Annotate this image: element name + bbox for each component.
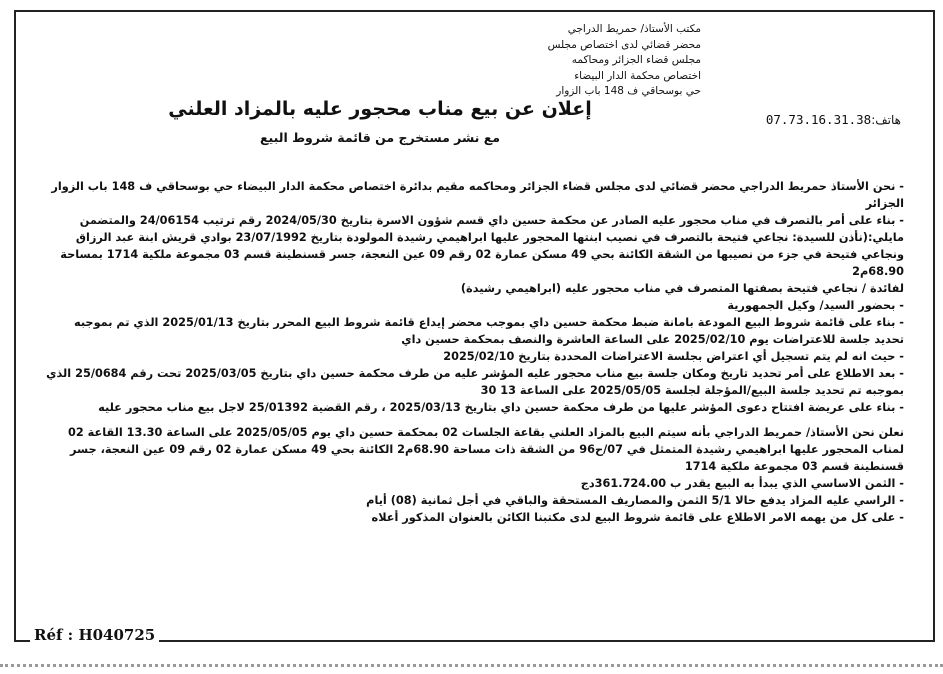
notice-subtitle: مع نشر مستخرج من قائمة شروط البيع: [260, 130, 500, 145]
header-line: اختصاص محكمة الدار البيضاء: [574, 69, 701, 82]
header-line: مجلس قضاء الجزائر ومحاكمه: [571, 54, 701, 67]
paragraph: - نحن الأستاذ حمريط الدراجي محضر قضائي لدى مجلس قضاء الجزائر ومحاكمه مقيم بدائرة اختصاص محكمة الدار البيضاء حي بوسحاقي ف 148 باب الزوار الجزائر: [51, 180, 904, 210]
notice-title: إعلان عن بيع مناب محجور عليه بالمزاد العلني: [168, 98, 592, 120]
notice-body: [44, 178, 904, 526]
dotted-divider: [0, 664, 943, 671]
paragraph: - بحضور السيد/ وكيل الجمهورية: [727, 299, 904, 312]
paragraph: - حيث انه لم يتم تسجيل أي اعتراض بجلسة الاعتراضات المحددة بتاريخ 2025/02/10: [443, 350, 904, 363]
paragraph: - على كل من يهمه الامر الاطلاع على قائمة شروط البيع لدى مكتبنا الكائن بالعنوان المذكور أعلاه: [371, 511, 904, 524]
office-header: [481, 22, 701, 100]
paragraph: - بناء على أمر بالتصرف في مناب محجور عليه الصادر عن محكمة حسين داي قسم شؤون الاسرة بتاريخ 2024/05/30 رقم ترتيب 24/06154 والمتضمن مايلي:(نأذن للسيدة: نجاعي فتيحة بالتصرف في نصيب ابنتها المحجور عليها ابراهيمي رشيدة المولودة بتاريخ 23/07/1992 بوادي قريش ابنة عبد الرزاق ونجاعي فتيحة في جزء من نصيبها من الشقة الكائنة بحي 49 مسكن عمارة 02 رقم 09 عين النعجة، جسر قسنطينة قسم 03 مجموعة ملكية 1714 بمساحة 68.90م2: [60, 214, 904, 278]
spacer: [44, 416, 904, 424]
reference-number: Réf : H040725: [30, 626, 159, 644]
paragraph: - بناء على قائمة شروط البيع المودعة بامانة ضبط محكمة حسين داي بموجب محضر إيداع قائمة شروط البيع المحرر بتاريخ 2025/01/13 الذي تم بموجبه تحديد جلسة للاعتراضات يوم 2025/02/10 على الساعة العاشرة والنصف بمحكمة حسين داي: [73, 316, 904, 346]
header-line: محضر قضائي لدى اختصاص مجلس: [547, 38, 701, 51]
paragraph: - بعد الاطلاع على أمر تحديد تاريخ ومكان جلسة بيع مناب محجور عليه المؤشر عليه من طرف محكمة حسين داي بتاريخ 2025/03/05 تحت رقم 25/0684 الذي بموجبه تم تحديد جلسة البيع/المؤجلة لجلسة 2025/05/05 على الساعة 13 30: [46, 367, 904, 397]
phone-line: [681, 112, 901, 127]
paragraph: - الثمن الاساسي الذي يبدأ به البيع يقدر ب 361.724.00دج: [580, 477, 904, 490]
header-line: مكتب الأستاذ/ حمريط الدراجي: [567, 23, 701, 35]
paragraph: لمناب المحجور عليها ابراهيمي رشيدة المتمثل في 07/ح96 من الشقة ذات مساحة 68.90م2 الكائنة بحي 49 مسكن عمارة 02 رقم 09 عين النعجة، جسر قسنطينة قسم 03 مجموعة ملكية 1714: [69, 443, 904, 473]
paragraph: - الراسي عليه المزاد يدفع حالا 5/1 الثمن والمصاريف المستحقة والباقي في أجل ثمانية (08) أيام: [366, 494, 904, 507]
header-line: حي بوسحاقي ف 148 باب الزوار: [556, 85, 701, 98]
phone-number: 07.73.16.31.38: [765, 112, 872, 127]
paragraph: - بناء على عريضة افتتاح دعوى المؤشر عليها من طرف محكمة حسين داي بتاريخ 2025/03/13 ، رقم القضية 25/01392 لاجل بيع مناب محجور عليه: [98, 401, 904, 414]
paragraph: نعلن نحن الأستاذ/ حمريط الدراجي بأنه سيتم البيع بالمزاد العلني بقاعة الجلسات 02 بمحكمة حسين داي يوم 2025/05/05 على الساعة 13.30 القاعة 02: [68, 426, 904, 439]
phone-label: هاتف:: [871, 113, 901, 127]
paragraph: لفائدة / نجاعي فتيحة بصفتها المتصرف في مناب محجور عليه (ابراهيمي رشيدة): [460, 282, 904, 295]
